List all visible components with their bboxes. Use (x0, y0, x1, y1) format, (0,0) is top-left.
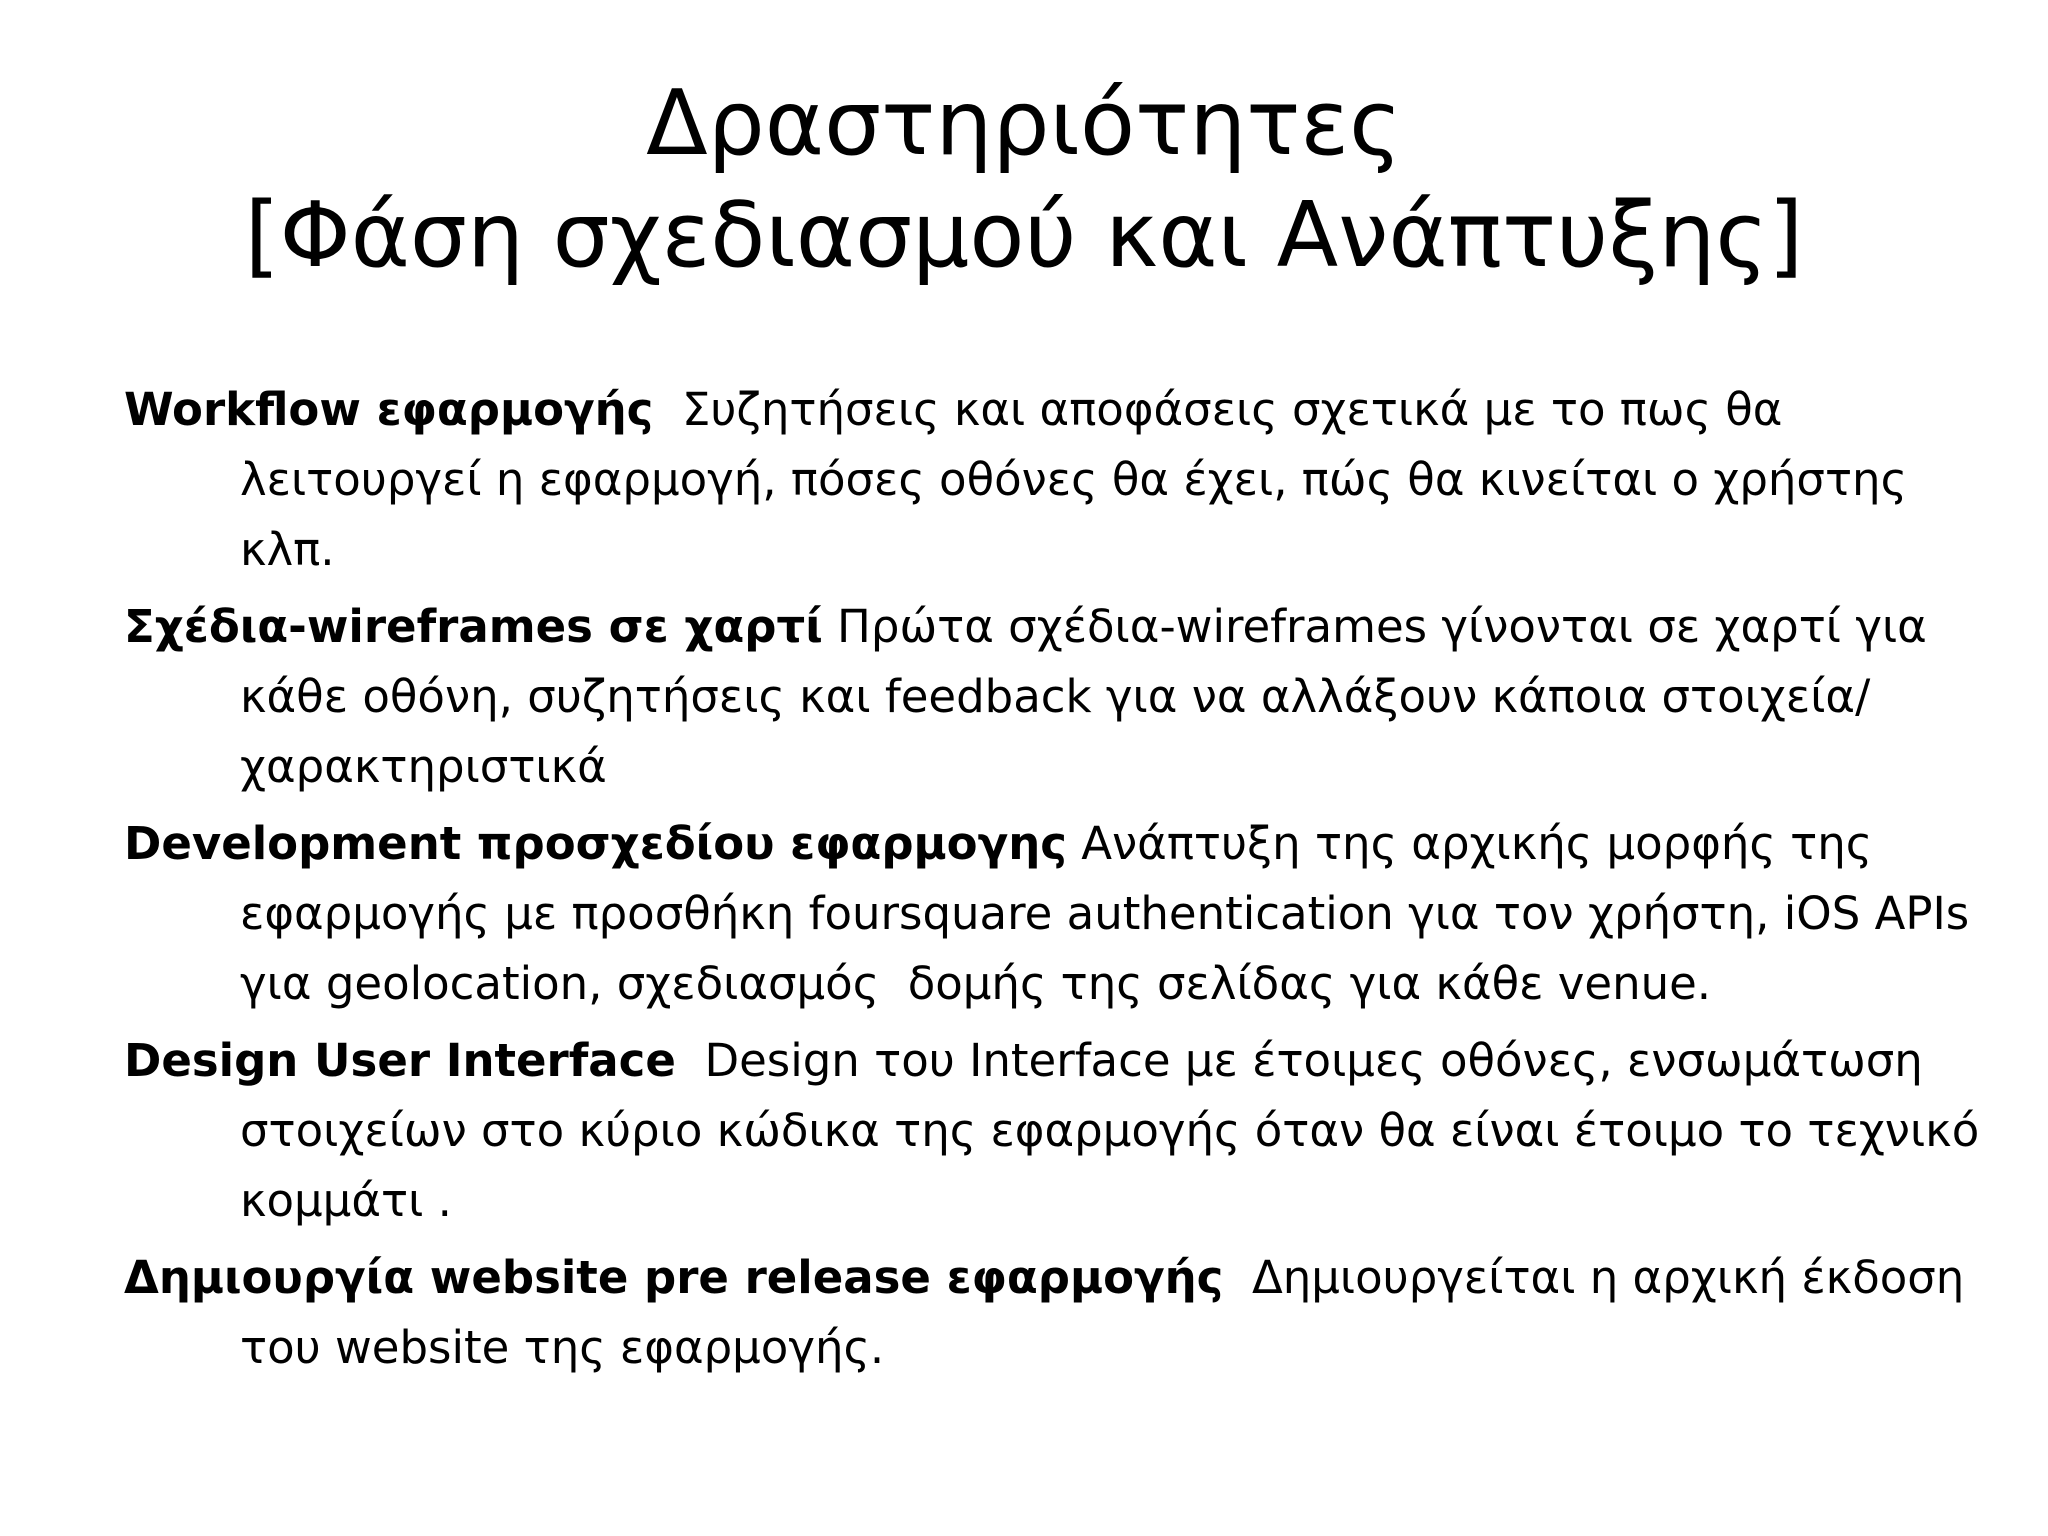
slide-title (0, 68, 2048, 292)
list-item-development (124, 809, 1984, 1019)
activity-list (124, 375, 1994, 1390)
item-term: Design User Interface (124, 1034, 676, 1087)
list-item-website (124, 1243, 1984, 1383)
item-term: Workflow εφαρμογής (124, 383, 654, 436)
title-line-2: [Φάση σχεδιασμού και Ανάπτυξης] (244, 183, 1804, 288)
list-item-design-ui (124, 1026, 1994, 1236)
item-text: Πρώτα σχέδια-wireframes γίνονται σε χαρτί για κάθε οθόνη, συζητήσεις και feedback για να αλλάξουν κάποια στοιχεία/χαρακτηριστικά (240, 600, 1942, 793)
list-item-workflow (124, 375, 1984, 585)
item-text: Συζητήσεις και αποφάσεις σχετικά με το πως θα λειτουργεί η εφαρμογή, πόσες οθόνες θα έχει, πώς θα κινείται ο χρήστης κλπ. (240, 383, 1922, 576)
item-term: Δημιουργία website pre release εφαρμογής (124, 1251, 1224, 1304)
item-term: Development προσχεδίου εφαρμογης (124, 817, 1067, 870)
title-line-1: Δραστηριότητες (646, 71, 1402, 176)
list-item-wireframes (124, 592, 1984, 802)
item-text: Ανάπτυξη της αρχικής μορφής της εφαρμογής με προσθήκη foursquare authentication για τον χρήστη, iOS APIs για geolocation, σχεδιασμός δομής της σελίδας για κάθε venue. (240, 817, 1984, 1010)
item-text: Design του Interface με έτοιμες οθόνες, ενσωμάτωση στοιχείων στο κύριο κώδικα της εφαρμογής όταν θα είναι έτοιμο το τεχνικό κομμάτι . (240, 1034, 1994, 1227)
item-term: Σχέδια-wireframes σε χαρτί (124, 600, 823, 653)
item-text: Δημιουργείται η αρχική έκδοση του website της εφαρμογής. (240, 1251, 1979, 1374)
